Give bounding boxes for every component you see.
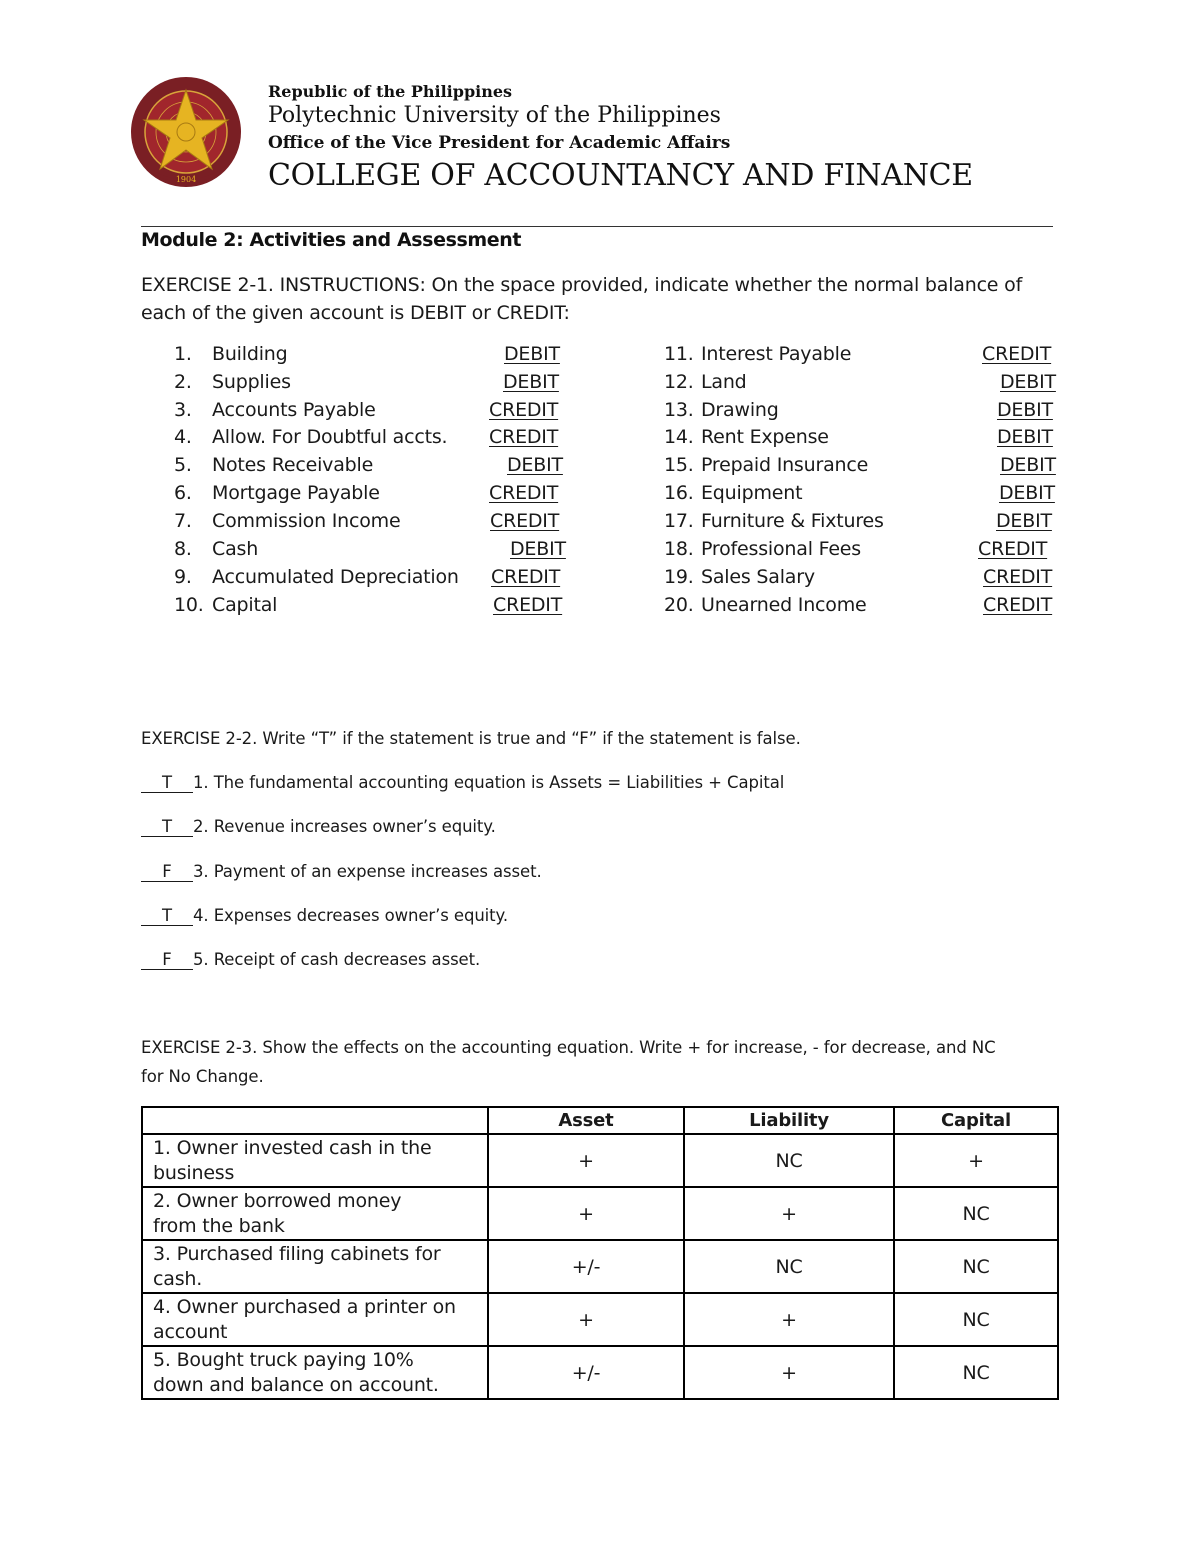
tf-statement: 3. Payment of an expense increases asset. (193, 862, 542, 881)
exercise3-title-line1: EXERCISE 2-3. Show the effects on the accounting equation. Write + for increase, - for decrease, and NC (141, 1038, 996, 1057)
liability-effect[interactable]: + (684, 1187, 894, 1240)
capital-effect[interactable]: NC (894, 1240, 1058, 1293)
office-name: Office of the Vice President for Academic Affairs (268, 133, 731, 153)
account-item (174, 594, 574, 620)
liability-effect[interactable]: NC (684, 1134, 894, 1187)
balance-answer: DEBIT (996, 510, 1052, 532)
account-item (174, 538, 574, 564)
transaction-line: 5. Bought truck paying 10% (153, 1348, 414, 1371)
account-item (664, 399, 1064, 425)
account-name: Unearned Income (701, 594, 867, 616)
account-name: Building (212, 343, 288, 365)
tf-answer-blank[interactable]: T (141, 906, 193, 926)
capital-effect[interactable]: NC (894, 1293, 1058, 1346)
balance-answer: CREDIT (491, 566, 561, 588)
tf-item (141, 950, 480, 970)
account-name: Notes Receivable (212, 454, 374, 476)
balance-answer: DEBIT (1000, 371, 1056, 393)
account-name: Supplies (212, 371, 291, 393)
transaction-cell (142, 1134, 488, 1187)
liability-effect[interactable]: + (684, 1293, 894, 1346)
asset-effect[interactable]: + (488, 1187, 684, 1240)
account-name: Rent Expense (701, 426, 829, 448)
item-number: 8. (174, 538, 192, 560)
account-name: Equipment (701, 482, 803, 504)
table-row (142, 1134, 1058, 1187)
table-header-row (142, 1107, 1058, 1134)
header-liability: Liability (684, 1107, 894, 1134)
item-number: 10. (174, 594, 204, 616)
balance-answer: DEBIT (504, 343, 560, 365)
item-number: 1. (174, 343, 192, 365)
balance-answer: CREDIT (983, 594, 1053, 616)
tf-item (141, 773, 784, 793)
item-number: 12. (664, 371, 694, 393)
account-item (664, 538, 1064, 564)
balance-answer: DEBIT (507, 454, 563, 476)
transaction-cell (142, 1346, 488, 1399)
balance-answer: CREDIT (493, 594, 563, 616)
account-name: Mortgage Payable (212, 482, 380, 504)
exercise2-title: EXERCISE 2-2. Write “T” if the statement is true and “F” if the statement is false. (141, 729, 801, 748)
transaction-cell (142, 1187, 488, 1240)
transaction-line: cash. (153, 1267, 203, 1290)
balance-answer: DEBIT (997, 399, 1053, 421)
university-name: Polytechnic University of the Philippines (268, 103, 721, 128)
transaction-line: business (153, 1161, 235, 1184)
account-name: Commission Income (212, 510, 401, 532)
tf-answer-blank[interactable]: F (141, 950, 193, 970)
account-name: Drawing (701, 399, 779, 421)
transaction-line: 1. Owner invested cash in the (153, 1136, 432, 1159)
item-number: 13. (664, 399, 694, 421)
item-number: 7. (174, 510, 192, 532)
balance-answer: DEBIT (510, 538, 566, 560)
account-name: Interest Payable (701, 343, 852, 365)
tf-statement: 5. Receipt of cash decreases asset. (193, 950, 481, 969)
account-name: Professional Fees (701, 538, 861, 560)
item-number: 4. (174, 426, 192, 448)
balance-answer: CREDIT (978, 538, 1048, 560)
university-seal-logo (130, 76, 242, 194)
balance-answer: DEBIT (1000, 454, 1056, 476)
table-row (142, 1293, 1058, 1346)
liability-effect[interactable]: NC (684, 1240, 894, 1293)
seal-year: 1904 (175, 175, 197, 184)
account-name: Cash (212, 538, 259, 560)
tf-statement: 1. The fundamental accounting equation is Assets = Liabilities + Capital (193, 773, 785, 792)
tf-statement: 2. Revenue increases owner’s equity. (193, 817, 496, 836)
table-row (142, 1240, 1058, 1293)
balance-answer: DEBIT (997, 426, 1053, 448)
table-row (142, 1187, 1058, 1240)
account-name: Accumulated Depreciation (212, 566, 459, 588)
capital-effect[interactable]: NC (894, 1346, 1058, 1399)
account-item (174, 566, 574, 592)
transaction-cell (142, 1240, 488, 1293)
balance-answer: CREDIT (489, 426, 559, 448)
account-item (174, 454, 574, 480)
balance-answer: CREDIT (490, 510, 560, 532)
account-item (664, 343, 1064, 369)
balance-answer: CREDIT (982, 343, 1052, 365)
account-item (664, 371, 1064, 397)
item-number: 20. (664, 594, 694, 616)
account-name: Land (701, 371, 747, 393)
account-item (664, 594, 1064, 620)
account-item (174, 482, 574, 508)
republic-label: Republic of the Philippines (268, 82, 513, 101)
item-number: 9. (174, 566, 192, 588)
account-name: Furniture & Fixtures (701, 510, 884, 532)
account-name: Capital (212, 594, 278, 616)
account-item (174, 343, 574, 369)
module-title: Module 2: Activities and Assessment (141, 229, 522, 251)
table-row (142, 1346, 1058, 1399)
item-number: 15. (664, 454, 694, 476)
account-item (664, 510, 1064, 536)
balance-answer: CREDIT (489, 399, 559, 421)
account-item (664, 482, 1064, 508)
item-number: 16. (664, 482, 694, 504)
tf-answer-blank[interactable]: F (141, 862, 193, 882)
tf-answer-blank[interactable]: T (141, 817, 193, 837)
tf-item (141, 817, 496, 837)
account-item (664, 454, 1064, 480)
item-number: 14. (664, 426, 694, 448)
transaction-line: down and balance on account. (153, 1373, 439, 1396)
tf-answer-blank[interactable]: T (141, 773, 193, 793)
college-name: COLLEGE OF ACCOUNTANCY AND FINANCE (268, 158, 973, 193)
item-number: 2. (174, 371, 192, 393)
item-number: 18. (664, 538, 694, 560)
asset-effect[interactable]: +/- (488, 1346, 684, 1399)
transaction-line: from the bank (153, 1214, 285, 1237)
item-number: 11. (664, 343, 694, 365)
transaction-line: account (153, 1320, 228, 1343)
tf-statement: 4. Expenses decreases owner’s equity. (193, 906, 508, 925)
asset-effect[interactable]: + (488, 1293, 684, 1346)
exercise1-instructions: EXERCISE 2-1. INSTRUCTIONS: On the space provided, indicate whether the normal balance of each of the given account is DEBIT or CREDIT: (141, 274, 1023, 324)
asset-effect[interactable]: + (488, 1134, 684, 1187)
account-item (174, 371, 574, 397)
account-item (174, 426, 574, 452)
asset-effect[interactable]: +/- (488, 1240, 684, 1293)
transaction-line: 3. Purchased filing cabinets for (153, 1242, 441, 1265)
account-name: Prepaid Insurance (701, 454, 869, 476)
balance-answer: DEBIT (503, 371, 559, 393)
tf-item (141, 906, 508, 926)
capital-effect[interactable]: + (894, 1134, 1058, 1187)
item-number: 5. (174, 454, 192, 476)
transaction-line: 4. Owner purchased a printer on (153, 1295, 456, 1318)
header-divider (141, 226, 1053, 227)
account-item (174, 399, 574, 425)
header-capital: Capital (894, 1107, 1058, 1134)
exercise3-title-line2: for No Change. (141, 1067, 264, 1086)
header-blank (142, 1107, 488, 1134)
item-number: 6. (174, 482, 192, 504)
balance-answer: DEBIT (999, 482, 1055, 504)
transaction-line: 2. Owner borrowed money (153, 1189, 402, 1212)
account-item (664, 566, 1064, 592)
account-name: Allow. For Doubtful accts. (212, 426, 448, 448)
effects-table (141, 1106, 1059, 1400)
tf-item (141, 862, 542, 882)
header-asset: Asset (488, 1107, 684, 1134)
account-name: Accounts Payable (212, 399, 376, 421)
account-item (174, 510, 574, 536)
balance-answer: CREDIT (983, 566, 1053, 588)
item-number: 17. (664, 510, 694, 532)
account-name: Sales Salary (701, 566, 815, 588)
liability-effect[interactable]: + (684, 1346, 894, 1399)
item-number: 19. (664, 566, 694, 588)
item-number: 3. (174, 399, 192, 421)
transaction-cell (142, 1293, 488, 1346)
account-item (664, 426, 1064, 452)
capital-effect[interactable]: NC (894, 1187, 1058, 1240)
balance-answer: CREDIT (489, 482, 559, 504)
